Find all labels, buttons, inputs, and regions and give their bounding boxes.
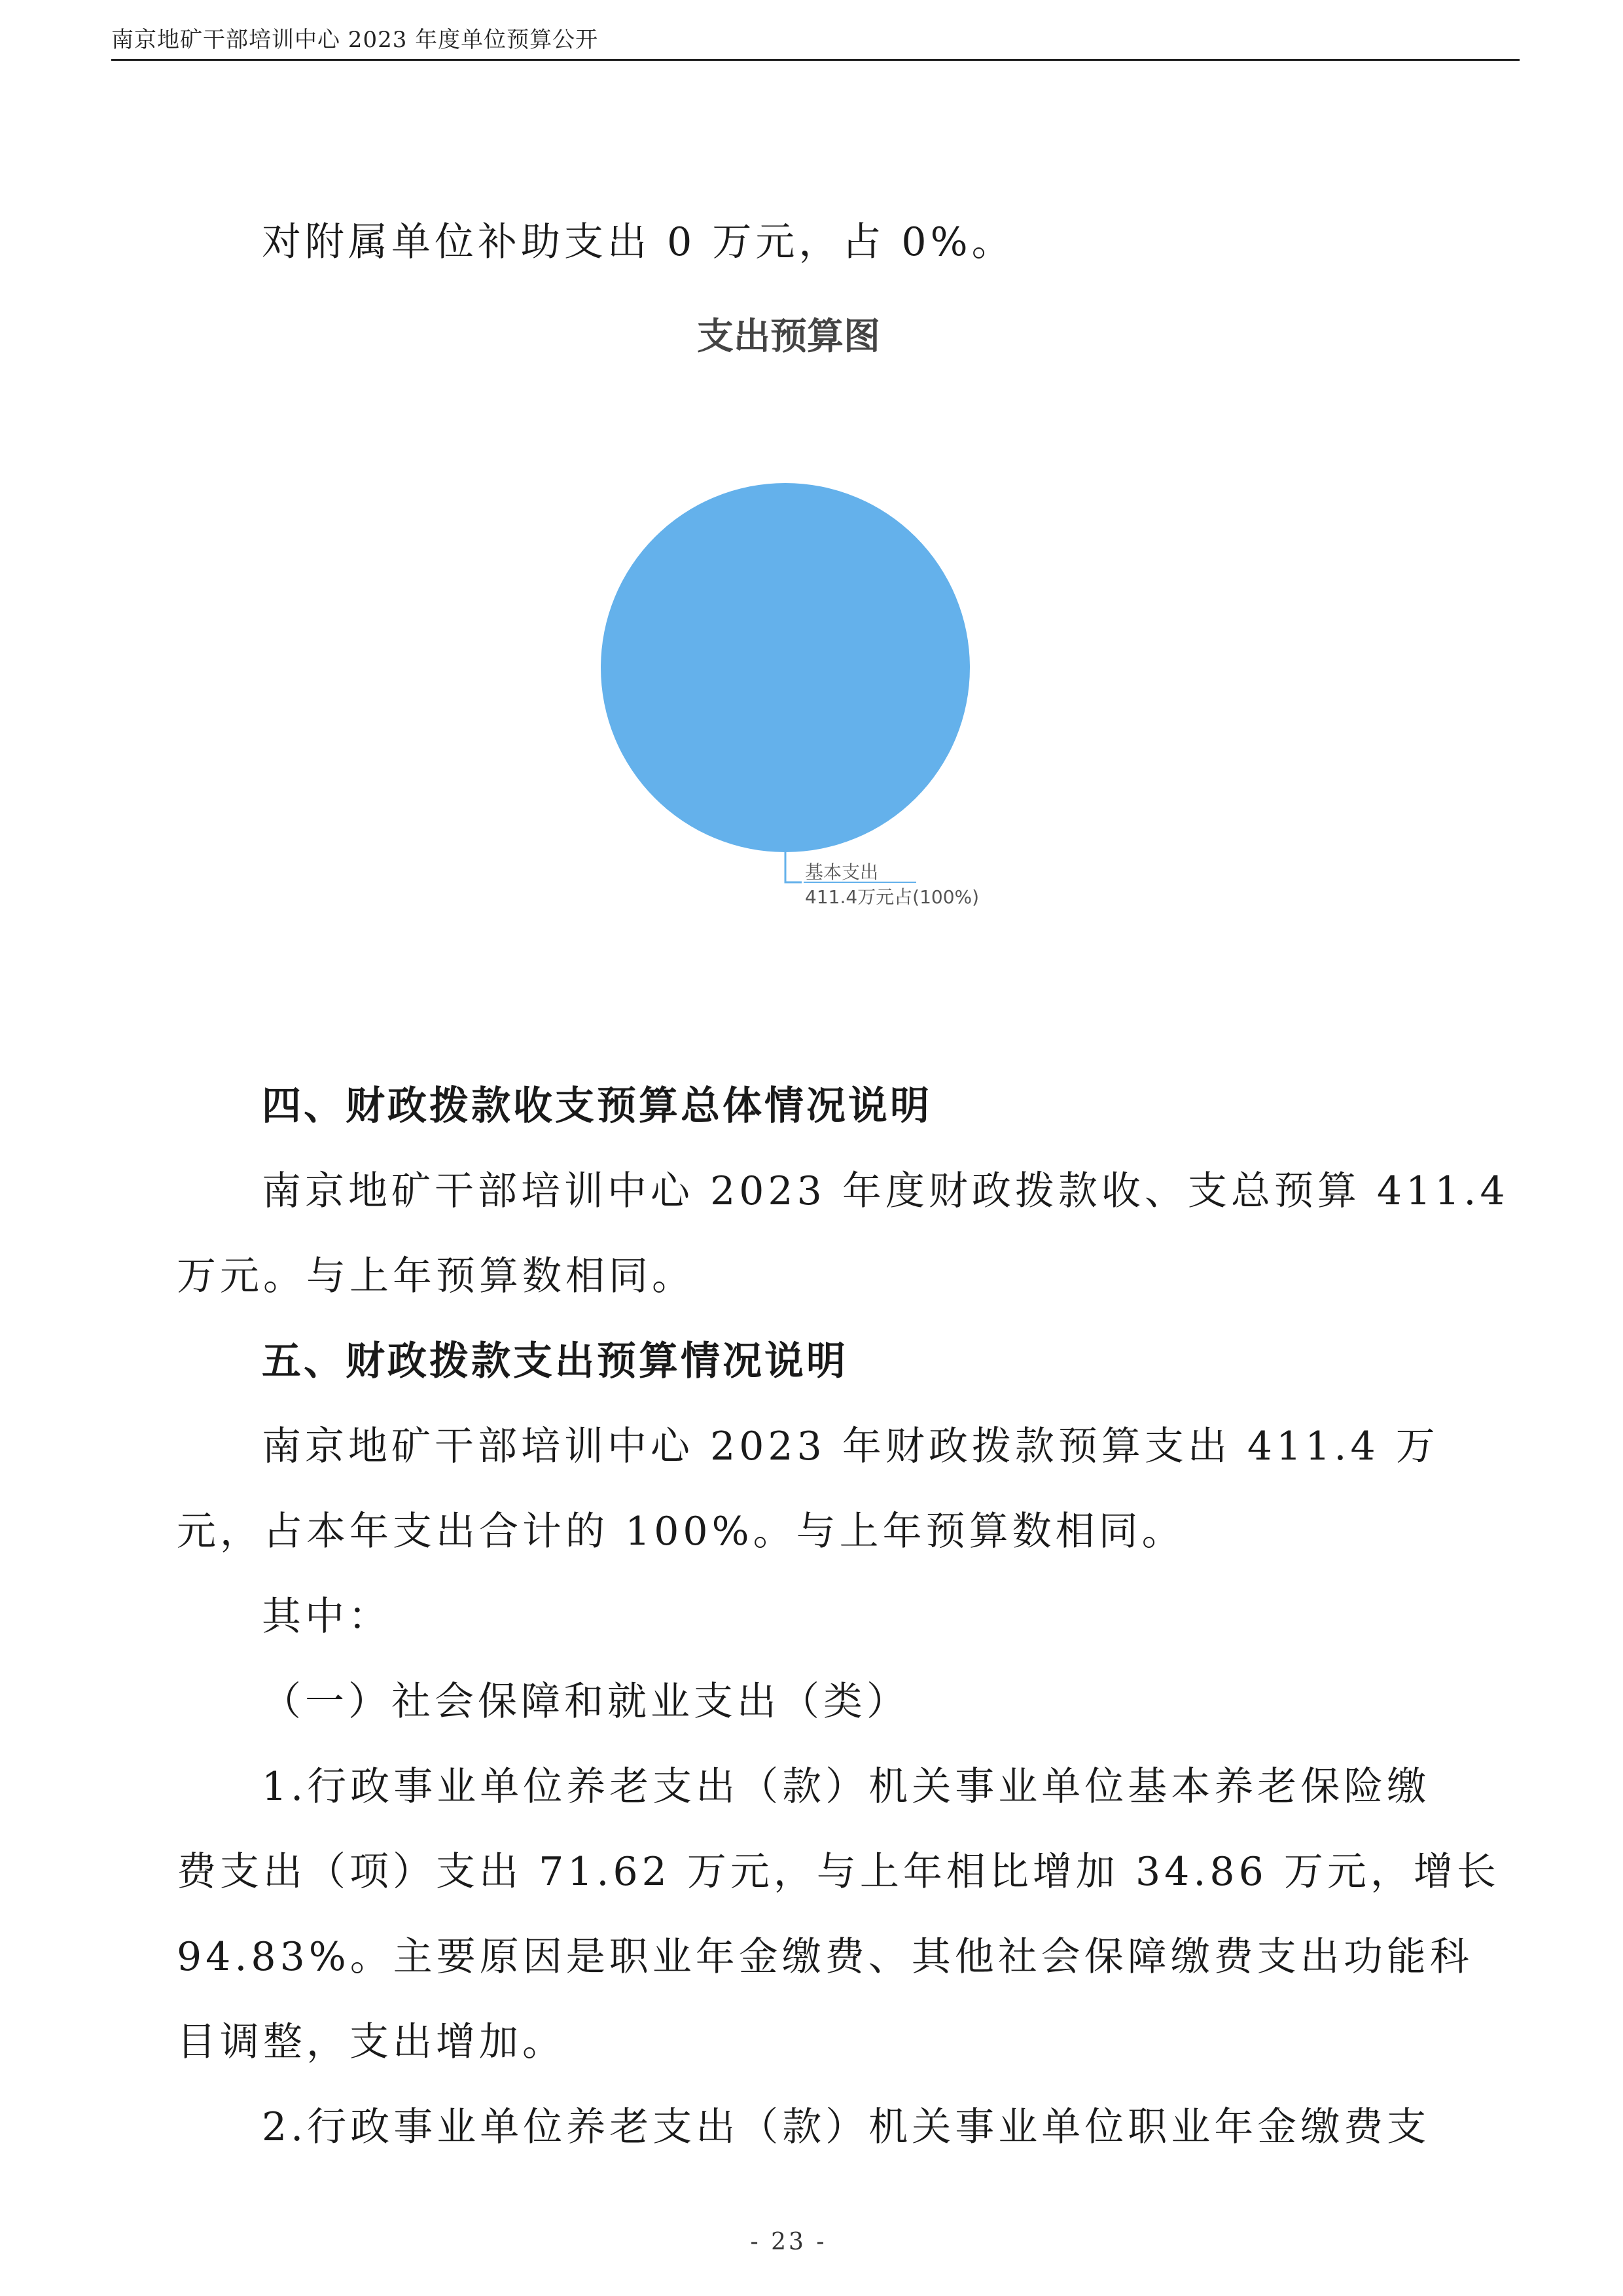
item1-line2: 费支出（项）支出 71.62 万元，与上年相比增加 34.86 万元，增长 bbox=[177, 1849, 1500, 1895]
pie-slice-basic-expenditure bbox=[601, 483, 970, 852]
item1-line1: 1.行政事业单位养老支出（款）机关事业单位基本养老保险缴 bbox=[262, 1764, 1431, 1810]
page-number: - 23 - bbox=[750, 2229, 827, 2255]
pie-label-category: 基本支出 bbox=[805, 861, 879, 883]
header-title: 南京地矿干部培训中心 2023 年度单位预算公开 bbox=[111, 27, 599, 53]
item2-line1: 2.行政事业单位养老支出（款）机关事业单位职业年金缴费支 bbox=[262, 2104, 1431, 2150]
section4-line1: 南京地矿干部培训中心 2023 年度财政拨款收、支总预算 411.4 bbox=[262, 1168, 1509, 1214]
section5-among: 其中： bbox=[262, 1594, 391, 1640]
section5-category: （一）社会保障和就业支出（类） bbox=[262, 1679, 910, 1725]
section5-line1: 南京地矿干部培训中心 2023 年财政拨款预算支出 411.4 万 bbox=[262, 1424, 1439, 1469]
item1-line3: 94.83%。主要原因是职业年金缴费、其他社会保障缴费支出功能科 bbox=[177, 1934, 1473, 1980]
item1-line4: 目调整，支出增加。 bbox=[177, 2019, 565, 2065]
section4-heading: 四、财政拨款收支预算总体情况说明 bbox=[262, 1083, 932, 1129]
intro-line: 对附属单位补助支出 0 万元，占 0%。 bbox=[262, 219, 1015, 265]
section5-line2: 元，占本年支出合计的 100%。与上年预算数相同。 bbox=[177, 1509, 1185, 1554]
section5-heading: 五、财政拨款支出预算情况说明 bbox=[262, 1338, 848, 1384]
pie-chart bbox=[576, 471, 1073, 929]
pie-label-leader-line bbox=[785, 852, 802, 882]
section4-line2: 万元。与上年预算数相同。 bbox=[177, 1253, 695, 1299]
page-header bbox=[111, 20, 1520, 61]
pie-label-value: 411.4万元占(100%) bbox=[805, 886, 980, 908]
chart-title: 支出预算图 bbox=[697, 315, 880, 358]
